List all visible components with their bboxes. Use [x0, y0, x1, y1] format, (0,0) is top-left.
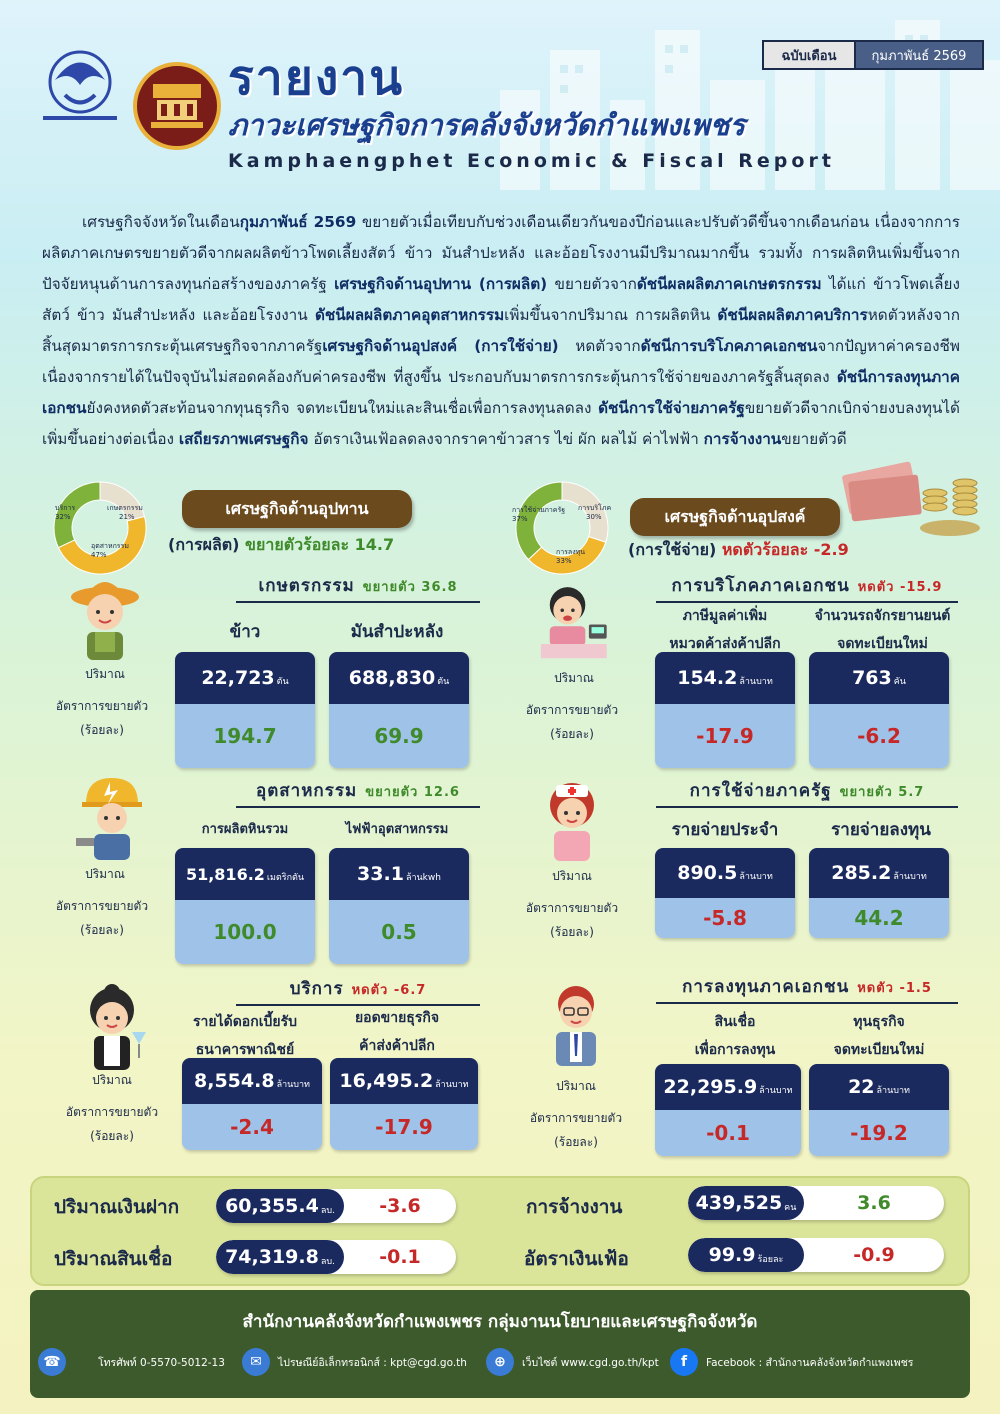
cons-vat-value: 154.2: [677, 667, 738, 689]
report-title: รายงาน: [228, 50, 405, 106]
cons-rate-label: อัตราการขยายตัว: [525, 703, 619, 717]
phone-icon: ☎: [38, 1348, 66, 1376]
employment-label: การจ้างงาน: [526, 1196, 623, 1218]
summary-text: ได้แก่ ข้าวโพดเลี้ยงสัตว์ ข้าว มันสำปะหลัง และอ้อยโรงงาน: [42, 275, 960, 324]
cons-rate-unit-label: (ร้อยละ): [550, 727, 594, 741]
cons-col2-header: จำนวนรถจักรยานยนต์ จดทะเบียนใหม่: [814, 608, 951, 652]
deposit-pill: 60,355.4 ลบ. -3.6: [216, 1189, 456, 1223]
summary-text: หดตัวจาก: [558, 337, 641, 355]
supply-donut-label-industry: อุตสาหกรรม 47%: [91, 542, 129, 559]
summary-text: จากปัญหาค่าครองชีพ เนื่องจากรายได้ในปัจจุบันไม่สอดคล้องกับค่าครองชีพ ที่สูงขึ้น ประกอบกับมาตรการกระตุ้นการใช้จ่ายของภาครัฐสิ้นสุดลง: [42, 337, 960, 386]
ind-electric-value: 33.1: [357, 863, 404, 885]
email-icon: ✉: [242, 1348, 270, 1376]
ind-stone-value: 51,816.2: [185, 864, 265, 884]
gov-qty-label: ปริมาณ: [552, 869, 592, 883]
cons-vat-growth: -17.9: [655, 704, 795, 768]
summary-highlight: กุมภาพันธ์ 2569: [239, 213, 357, 231]
agri-qty-label: ปริมาณ: [85, 667, 125, 681]
svc-qty-label: ปริมาณ: [92, 1073, 132, 1087]
cons-col1-header: ภาษีมูลค่าเพิ่ม หมวดค้าส่งค้าปลีก: [669, 608, 781, 652]
inv-rate-label: อัตราการขยายตัว: [529, 1111, 623, 1125]
agri-card-cassava: 688,830 ตัน 69.9: [329, 652, 469, 768]
kamphaengphet-province-seal: [133, 62, 221, 150]
loan-value: 74,319.8: [225, 1246, 319, 1268]
inv-col1-header: สินเชื่อ เพื่อการลงทุน: [694, 1014, 776, 1058]
inv-loan-growth: -0.1: [655, 1110, 801, 1156]
gov-col2-header: รายจ่ายลงทุน: [831, 820, 931, 840]
summary-text: อัตราเงินเฟ้อลดลงจากราคาข้าวสาร ไข่ ผัก ผลไม้ ค่าไฟฟ้า: [308, 430, 704, 448]
summary-paragraph: [42, 207, 960, 455]
treasury-garuda-logo: [35, 40, 125, 130]
summary-text: ขยายตัวเมื่อเทียบกับช่วงเดือนเดียวกันของปีก่อนและปรับตัวดีขึ้นจากเดือนก่อน เนื่องจากการผลิตภาคเกษตรขยายตัวดีจากผลผลิตข้าวโพดเลี้ยงสัตว์ ข้าว มันสำปะหลัง และอ้อยโรงงานมีปริมาณมากขึ้น รวมทั้ง การผลิตหินเพิ่มขึ้นจากปัจจัยหนุนด้านการลงทุนก่อสร้างของภาครัฐ: [42, 213, 961, 293]
svc-retail-value: 16,495.2: [339, 1070, 434, 1092]
footer-email[interactable]: ไปรษณีย์อิเล็กทรอนิกส์ : kpt@cgd.go.th: [278, 1356, 467, 1369]
demand-pill: เศรษฐกิจด้านอุปสงค์: [630, 498, 840, 536]
inv-growth-tag: หดตัว -1.5: [857, 981, 932, 996]
svc-retail-growth: -17.9: [330, 1104, 478, 1150]
svc-interest-value: 8,554.8: [194, 1070, 275, 1092]
svc-growth-tag: หดตัว -6.7: [351, 983, 427, 998]
summary-highlight: ดัชนีผลผลิตภาคเกษตรกรรม: [636, 275, 822, 293]
demand-subheading: (การใช้จ่าย) หดตัวร้อยละ -2.9: [628, 540, 849, 559]
loan-growth: -0.1: [379, 1246, 421, 1268]
svc-card-interest: 8,554.8 ล้านบาท -2.4: [182, 1058, 322, 1150]
supply-donut-chart: [50, 478, 150, 578]
svc-col1-header: รายได้ดอกเบี้ยรับ ธนาคารพาณิชย์: [193, 1014, 297, 1058]
summary-highlight: ดัชนีการใช้จ่ายภาครัฐ: [598, 399, 745, 417]
summary-text: เศรษฐกิจจังหวัดในเดือน: [82, 213, 240, 231]
engineer-avatar-icon: [72, 772, 152, 862]
inv-loan-value: 22,295.9: [663, 1076, 758, 1098]
summary-highlight: เศรษฐกิจด้านอุปสงค์ (การใช้จ่าย): [322, 337, 559, 355]
inflation-growth: -0.9: [853, 1244, 895, 1266]
globe-icon: ⊕: [486, 1348, 514, 1376]
gov-card-capital: 285.2 ล้านบาท 44.2: [809, 848, 949, 938]
inflation-pill: 99.9 ร้อยละ -0.9: [688, 1238, 944, 1272]
svc-interest-growth: -2.4: [182, 1104, 322, 1150]
farmer-avatar-icon: [65, 572, 145, 662]
footer: [30, 1290, 970, 1398]
agri-cassava-growth: 69.9: [329, 704, 469, 768]
inv-card-capital: 22 ล้านบาท -19.2: [809, 1064, 949, 1156]
cons-card-vat: 154.2 ล้านบาท -17.9: [655, 652, 795, 768]
agri-rate-unit-label: (ร้อยละ): [80, 723, 124, 737]
edition-badge: [762, 40, 984, 70]
deposit-label: ปริมาณเงินฝาก: [54, 1196, 180, 1218]
gov-capital-growth: 44.2: [809, 898, 949, 938]
agri-col1-header: ข้าว: [229, 622, 261, 642]
summary-highlight: เสถียรภาพเศรษฐกิจ: [178, 430, 309, 448]
gov-growth-tag: ขยายตัว 5.7: [839, 785, 925, 800]
summary-text: ขยายตัวดี: [781, 430, 847, 448]
cons-section-title: การบริโภคภาคเอกชน หดตัว -15.9: [656, 572, 958, 603]
ind-rate-unit-label: (ร้อยละ): [80, 923, 124, 937]
ind-card-stone: 51,816.2 เมตริกตัน 100.0: [175, 848, 315, 964]
report-subtitle: ภาวะเศรษฐกิจการคลังจังหวัดกำแพงเพชร: [228, 108, 746, 142]
edition-value: กุมภาพันธ์ 2569: [856, 42, 982, 68]
cons-motorcycle-value: 763: [852, 667, 892, 689]
ind-stone-growth: 100.0: [175, 900, 315, 964]
agri-rate-label: อัตราการขยายตัว: [55, 699, 149, 713]
supply-donut-label-service: บริการ 32%: [55, 504, 76, 521]
facebook-icon: f: [670, 1348, 698, 1376]
gov-rate-unit-label: (ร้อยละ): [550, 925, 594, 939]
supply-pill: เศรษฐกิจด้านอุปทาน: [182, 490, 412, 528]
waitress-avatar-icon: [72, 982, 152, 1072]
inv-rate-unit-label: (ร้อยละ): [554, 1135, 598, 1149]
summary-highlight: ดัชนีผลผลิตภาคอุตสาหกรรม: [314, 306, 505, 324]
supply-subheading: (การผลิต) ขยายตัวร้อยละ 14.7: [168, 535, 395, 554]
ind-card-electric: 33.1 ล้านkwh 0.5: [329, 848, 469, 964]
report-title-english: Kamphaengphet Economic & Fiscal Report: [228, 150, 835, 172]
demand-donut-label-inv: การลงทุน 33%: [556, 548, 586, 565]
cons-qty-label: ปริมาณ: [554, 671, 594, 685]
agri-rice-value: 22,723: [201, 667, 275, 689]
money-coins-illustration: [840, 448, 990, 548]
loan-label: ปริมาณสินเชื่อ: [54, 1248, 173, 1270]
header: [0, 0, 1000, 195]
demand-growth: หดตัวร้อยละ -2.9: [721, 540, 849, 559]
deposit-value: 60,355.4: [225, 1195, 319, 1217]
inv-section-title: การลงทุนภาคเอกชน หดตัว -1.5: [656, 973, 958, 1004]
gov-current-growth: -5.8: [655, 898, 795, 938]
cons-growth-tag: หดตัว -15.9: [857, 580, 943, 595]
gov-card-current: 890.5 ล้านบาท -5.8: [655, 848, 795, 938]
inv-capital-growth: -19.2: [809, 1110, 949, 1156]
summary-text: เพิ่มขึ้นจากปริมาณ การผลิตหิน: [504, 306, 718, 324]
nurse-avatar-icon: [532, 775, 612, 865]
ind-section-title: อุตสาหกรรม ขยายตัว 12.6: [236, 777, 480, 808]
employment-value: 439,525: [695, 1192, 783, 1214]
ind-col1-header: การผลิตหินรวม: [201, 822, 289, 837]
summary-highlight: ดัชนีการบริโภคภาคเอกชน: [640, 337, 818, 355]
footer-facebook[interactable]: Facebook : สำนักงานคลังจังหวัดกำแพงเพชร: [706, 1356, 914, 1369]
gov-col1-header: รายจ่ายประจำ: [671, 820, 779, 840]
svc-rate-label: อัตราการขยายตัว: [65, 1105, 159, 1119]
ind-electric-growth: 0.5: [329, 900, 469, 964]
gov-section-title: การใช้จ่ายภาครัฐ ขยายตัว 5.7: [656, 777, 958, 808]
summary-text: ยังคงหดตัวสะท้อนจากทุนธุรกิจ จดทะเบียนใหม่และสินเชื่อเพื่อการลงทุนลดลง: [86, 399, 599, 417]
ind-col2-header: ไฟฟ้าอุตสาหกรรม: [345, 822, 449, 837]
inflation-label: อัตราเงินเฟ้อ: [524, 1248, 629, 1270]
cons-motorcycle-growth: -6.2: [809, 704, 949, 768]
summary-highlight: ดัชนีการลงทุนภาคเอกชน: [42, 368, 960, 417]
svc-section-title: บริการ หดตัว -6.7: [236, 975, 480, 1006]
employment-growth: 3.6: [857, 1192, 891, 1214]
demand-donut-label-cons: การบริโภค 30%: [578, 504, 612, 521]
inflation-value: 99.9: [708, 1244, 756, 1266]
cashier-avatar-icon: [532, 575, 612, 665]
footer-website[interactable]: เว็บไซต์ www.cgd.go.th/kpt: [522, 1356, 659, 1369]
edition-label: ฉบับเดือน: [764, 42, 856, 68]
ind-growth-tag: ขยายตัว 12.6: [365, 785, 460, 800]
inv-card-loan: 22,295.9 ล้านบาท -0.1: [655, 1064, 801, 1156]
agri-col2-header: มันสำปะหลัง: [350, 622, 444, 642]
svc-card-retail: 16,495.2 ล้านบาท -17.9: [330, 1058, 478, 1150]
inv-col2-header: ทุนธุรกิจ จดทะเบียนใหม่: [833, 1014, 925, 1058]
agri-rice-growth: 194.7: [175, 704, 315, 768]
businessman-avatar-icon: [536, 978, 616, 1068]
inv-capital-value: 22: [848, 1076, 875, 1098]
loan-pill: 74,319.8 ลบ. -0.1: [216, 1240, 456, 1274]
ind-rate-label: อัตราการขยายตัว: [55, 899, 149, 913]
summary-text: ขยายตัวจาก: [547, 275, 637, 293]
gov-capital-value: 285.2: [831, 862, 892, 884]
footer-title: สำนักงานคลังจังหวัดกำแพงเพชร กลุ่มงานนโยบายและเศรษฐกิจจังหวัด: [242, 1312, 758, 1332]
agri-card-rice: 22,723 ตัน 194.7: [175, 652, 315, 768]
svc-col2-header: ยอดขายธุรกิจ ค้าส่งค้าปลีก: [354, 1010, 440, 1054]
gov-current-value: 890.5: [677, 862, 738, 884]
inv-qty-label: ปริมาณ: [556, 1079, 596, 1093]
svc-rate-unit-label: (ร้อยละ): [90, 1129, 134, 1143]
summary-highlight: ดัชนีผลผลิตภาคบริการ: [717, 306, 868, 324]
summary-text: หดตัวหลังจากสิ้นสุดมาตรการกระตุ้นเศรษฐกิจจากภาครัฐ: [42, 306, 960, 355]
supply-growth: ขยายตัวร้อยละ 14.7: [245, 535, 395, 554]
summary-text: ขยายตัวดีจากเบิกจ่ายงบลงทุนได้เพิ่มขึ้นอย่างต่อเนื่อง: [42, 399, 960, 448]
supply-donut-label-agri: เกษตรกรรม 21%: [107, 504, 143, 521]
agri-growth-tag: ขยายตัว 36.8: [362, 580, 458, 595]
summary-highlight: เศรษฐกิจด้านอุปทาน (การผลิต): [334, 275, 548, 293]
agri-section-title: เกษตรกรรม ขยายตัว 36.8: [236, 572, 480, 603]
ind-qty-label: ปริมาณ: [85, 867, 125, 881]
footer-phone[interactable]: โทรศัพท์ 0-5570-5012-13: [98, 1356, 225, 1369]
deposit-growth: -3.6: [379, 1195, 421, 1217]
employment-pill: 439,525 คน 3.6: [688, 1186, 944, 1220]
gov-rate-label: อัตราการขยายตัว: [525, 901, 619, 915]
demand-donut-label-gov: การใช้จ่ายภาครัฐ 37%: [512, 506, 566, 523]
cons-card-motorcycle: 763 คัน -6.2: [809, 652, 949, 768]
summary-highlight: การจ้างงาน: [703, 430, 782, 448]
agri-cassava-value: 688,830: [348, 667, 436, 689]
